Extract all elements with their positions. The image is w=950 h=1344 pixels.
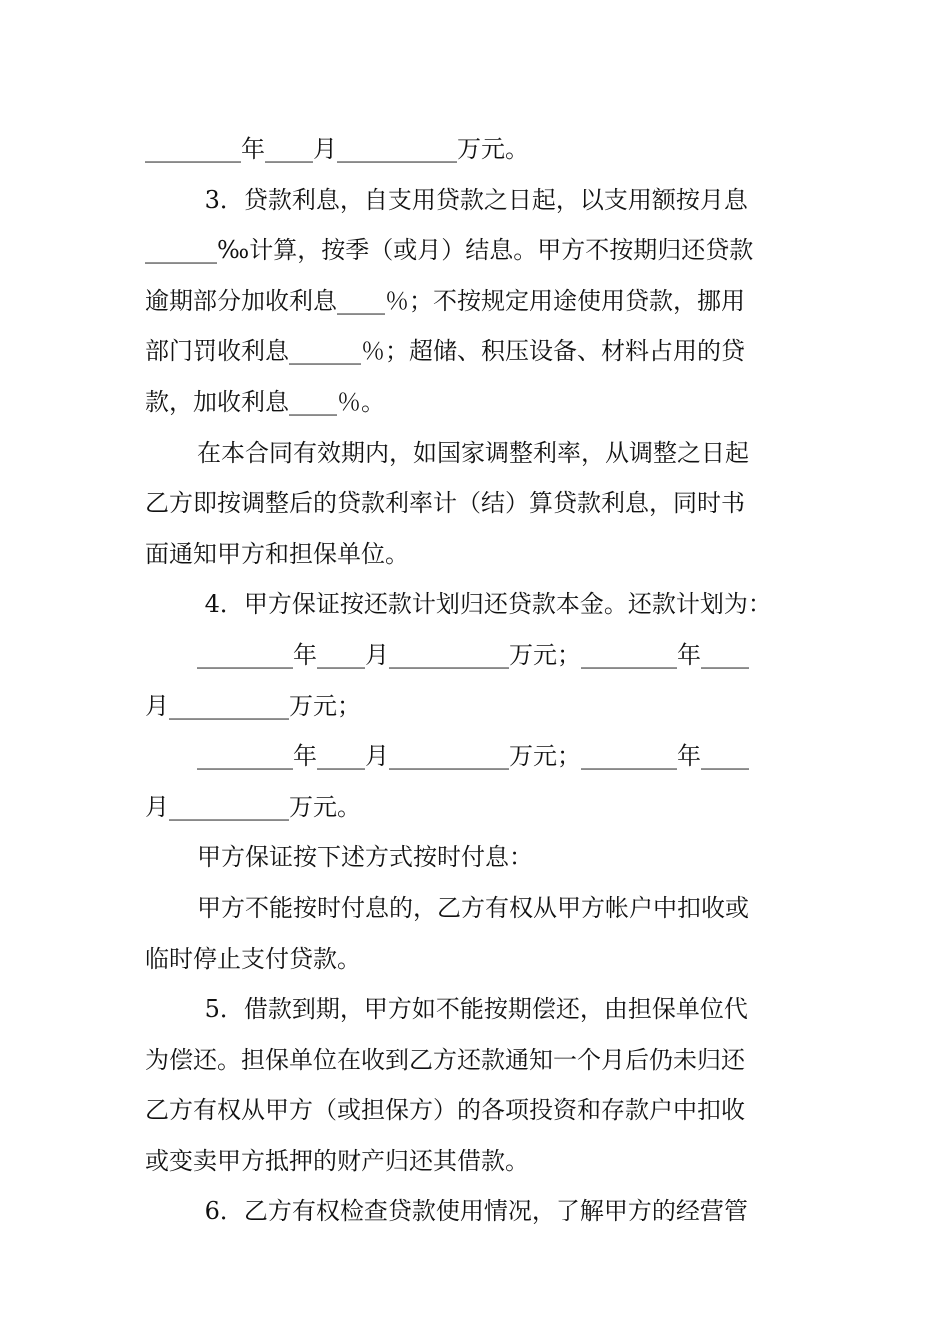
text-line: 甲方不能按时付息的，乙方有权从甲方帐户中扣收或	[197, 893, 749, 922]
text-line: ________年____月__________万元。	[145, 135, 529, 163]
text-line: 甲方保证按下述方式按时付息：	[197, 843, 533, 872]
text-line: 乙方有权从甲方（或担保方）的各项投资和存款户中扣收	[145, 1096, 745, 1125]
text-line: 5．借款到期，甲方如不能按期偿还，由担保单位代	[197, 995, 748, 1024]
text-line: ________年____月__________万元；________年____	[197, 640, 749, 669]
document-body	[145, 124, 810, 1237]
text-line: 6．乙方有权检查贷款使用情况，了解甲方的经营管	[197, 1197, 748, 1226]
text-line: 4．甲方保证按还款计划归还贷款本金。还款计划为：	[197, 590, 772, 619]
text-line: 月__________万元。	[145, 792, 361, 821]
text-line: 或变卖甲方抵押的财产归还其借款。	[145, 1146, 529, 1175]
text-line: ________年____月__________万元；________年____	[197, 742, 749, 771]
text-line: 乙方即按调整后的贷款利率计（结）算贷款利息，同时书	[145, 489, 745, 518]
text-line: 临时停止支付贷款。	[145, 944, 361, 973]
text-line: ______‰计算，按季（或月）结息。甲方不按期归还贷款	[145, 236, 754, 265]
text-line: 在本合同有效期内，如国家调整利率，从调整之日起	[197, 438, 749, 467]
text-line: 部门罚收利息______％；超储、积压设备、材料占用的贷	[145, 337, 745, 366]
text-line: 面通知甲方和担保单位。	[145, 539, 409, 568]
text-line: 为偿还。担保单位在收到乙方还款通知一个月后仍未归还	[145, 1045, 745, 1074]
text-line: 月__________万元；	[145, 691, 361, 720]
text-line: 款，加收利息____％。	[145, 387, 385, 416]
text-line: 逾期部分加收利息____％；不按规定用途使用贷款，挪用	[145, 286, 745, 315]
text-line: 3．贷款利息，自支用贷款之日起，以支用额按月息	[197, 185, 748, 214]
